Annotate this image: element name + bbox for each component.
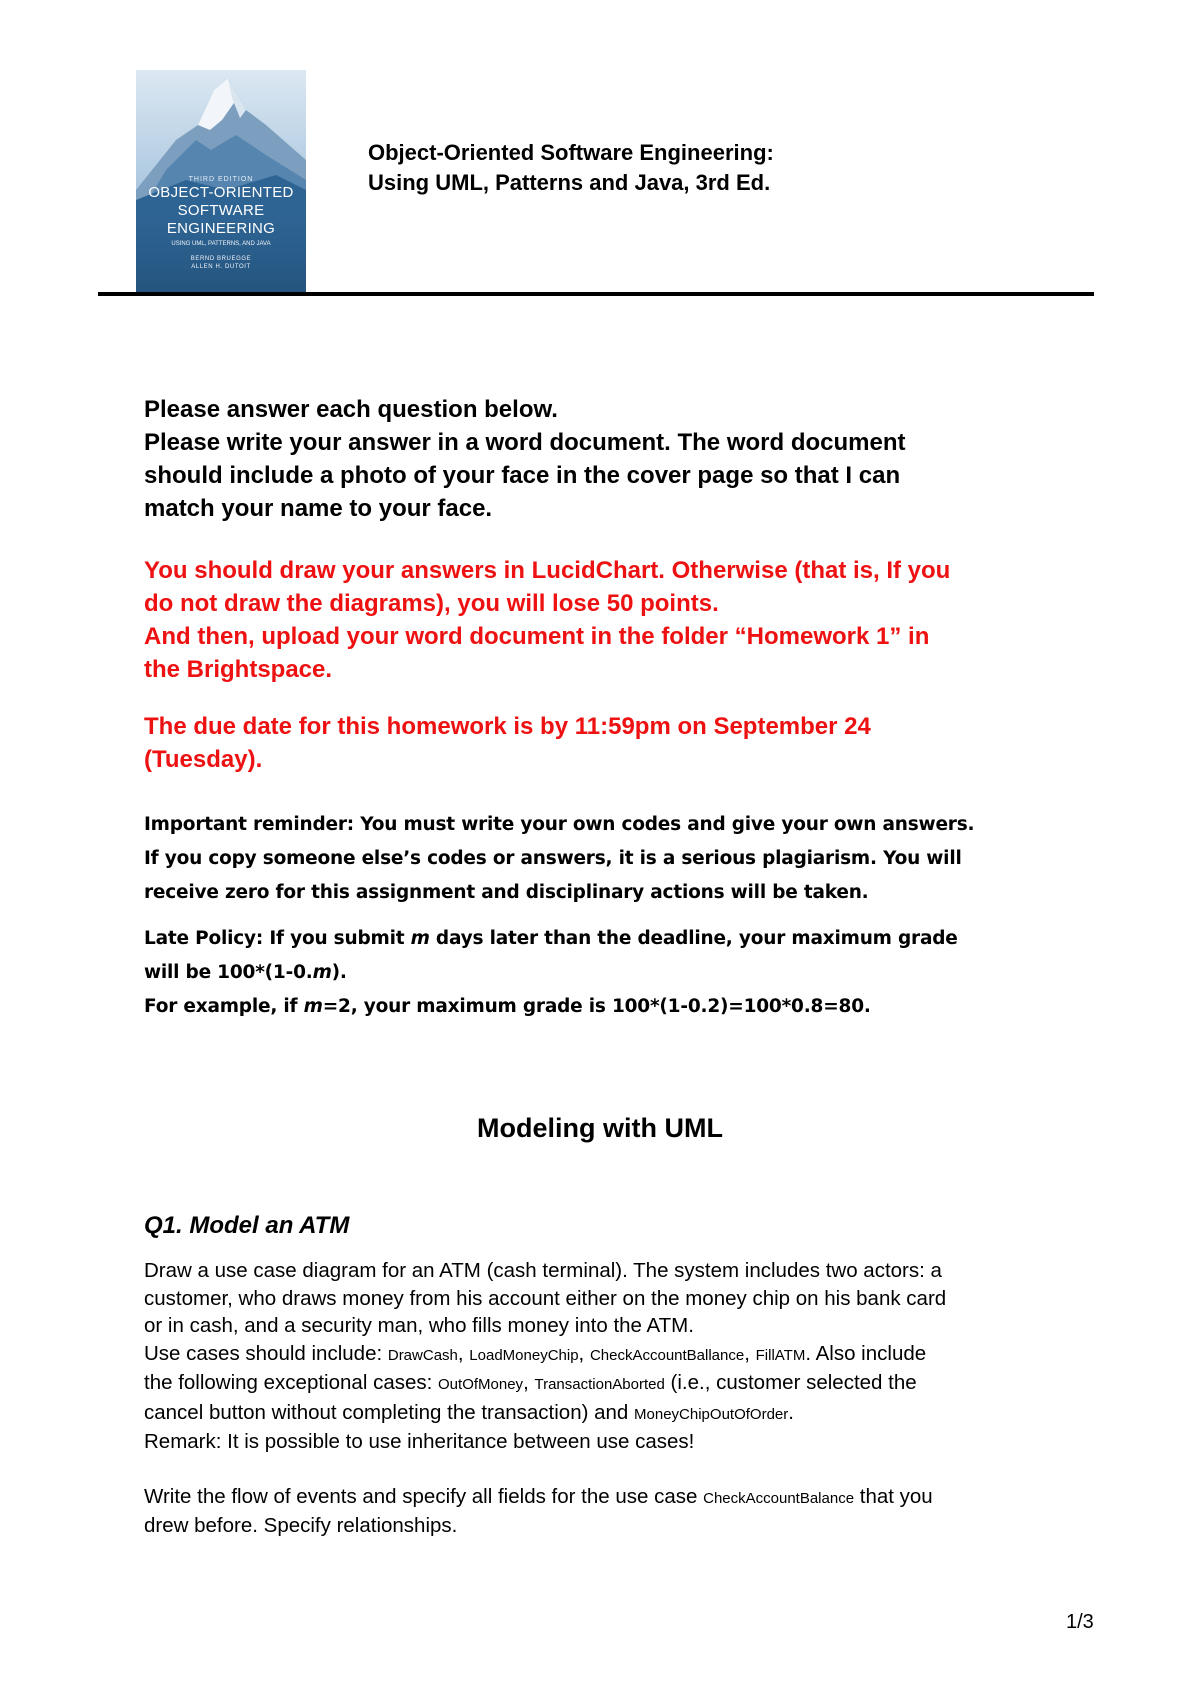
due-date-line-2: (Tuesday). [144,746,263,773]
cover-edition: THIRD EDITION [188,176,254,183]
variable-m: m [303,996,323,1017]
use-case-name: CheckAccountBalance [703,1489,855,1507]
q1-p2-line-1 [144,1483,1104,1513]
q1-text: Write the flow of events and specify all fields for the use case [144,1484,704,1508]
use-case-name: FillATM [755,1346,806,1364]
q1-line-1: Draw a use case diagram for an ATM (cash terminal). The system includes two actors: a [144,1259,942,1282]
instructions-paragraph [144,393,1104,525]
variable-m: m [312,962,332,983]
book-title [368,138,774,198]
q1-text: . [788,1400,794,1424]
late-policy-text: For example, if [144,996,304,1017]
instructions-line-2: Please write your answer in a word document. The word document [144,429,906,456]
late-policy-text: ). [331,962,347,983]
question-1-body [144,1257,1104,1540]
section-heading: Modeling with UML [477,1113,723,1143]
q1-remark: Remark: It is possible to use inheritance between use cases! [144,1430,695,1453]
late-policy-text: days later than the deadline, your maximum grade [429,928,958,949]
q1-line-6 [144,1399,1104,1429]
cover-text-block [136,176,306,271]
q1-p2-line-2: drew before. Specify relationships. [144,1514,458,1537]
warning-line-4: the Brightspace. [144,656,333,683]
book-title-line-1: Object-Oriented Software Engineering: [368,140,774,165]
use-case-name: LoadMoneyChip [469,1346,579,1364]
late-policy-line-3 [144,990,1104,1024]
separator: , [744,1341,756,1365]
use-case-name: TransactionAborted [534,1376,665,1393]
use-case-name: MoneyChipOutOfOrder [634,1405,789,1423]
warning-line-1: You should draw your answers in LucidChart. Otherwise (that is, If you [144,557,951,584]
use-case-name: CheckAccountBallance [589,1346,745,1364]
paragraph-spacer [144,1456,1104,1483]
use-case-name: OutOfMoney [438,1376,524,1393]
question-1-title: Q1. Model an ATM [144,1212,350,1239]
plagiarism-reminder-paragraph [144,808,1104,910]
instructions-line-4: match your name to your face. [144,495,493,522]
cover-title-line-1: OBJECT-ORIENTED [148,184,294,201]
separator: , [578,1341,590,1365]
warning-line-3: And then, upload your word document in the folder “Homework 1” in [144,623,930,650]
cover-author-1: BERND BRUEGGE [190,256,252,262]
q1-line-4 [144,1340,1104,1370]
variable-m: m [410,928,430,949]
q1-text: . Also include [805,1341,927,1365]
cover-author-2: ALLEN H. DUTOIT [191,264,251,270]
late-policy-paragraph [144,922,1104,1024]
warning-line-2: do not draw the diagrams), you will lose 50 points. [144,590,719,617]
q1-line-5 [144,1369,1104,1399]
due-date-paragraph [144,710,1104,776]
q1-text: Use cases should include: [144,1341,388,1365]
late-policy-line-1 [144,922,1104,956]
instructions-line-1: Please answer each question below. [144,396,558,423]
cover-title-line-2: SOFTWARE [177,202,265,219]
separator: , [523,1371,535,1394]
late-policy-line-2 [144,956,1104,990]
instructions-line-3: should include a photo of your face in the cover page so that I can [144,462,901,489]
reminder-line-3: receive zero for this assignment and disciplinary actions will be taken. [144,882,869,903]
use-case-name: DrawCash [387,1346,458,1364]
late-policy-text: Late Policy: If you submit [144,928,411,949]
book-title-line-2: Using UML, Patterns and Java, 3rd Ed. [368,170,771,195]
q1-text: (i.e., customer selected the [664,1371,917,1394]
q1-line-3: or in cash, and a security man, who fills money into the ATM. [144,1314,694,1337]
late-policy-text: will be 100*(1-0. [144,962,313,983]
cover-subtitle: USING UML, PATTERNS, AND JAVA [171,241,271,247]
reminder-line-1: Important reminder: You must write your own codes and give your own answers. [144,814,975,835]
separator: , [457,1341,470,1365]
q1-text: the following exceptional cases: [144,1371,439,1394]
reminder-line-2: If you copy someone else’s codes or answers, it is a serious plagiarism. You will [144,848,962,869]
cover-title-line-3: ENGINEERING [166,220,276,237]
q1-text: cancel button without completing the transaction) and [144,1400,635,1424]
header-divider [98,292,1094,296]
late-policy-text: =2, your maximum grade is 100*(1-0.2)=100*0.8=80. [322,996,871,1017]
q1-line-2: customer, who draws money from his account either on the money chip on his bank card [144,1286,947,1310]
q1-text: that you [854,1484,933,1508]
page-number: 1/3 [1066,1611,1094,1633]
lucidchart-warning-paragraph [144,554,1104,686]
due-date-line-1: The due date for this homework is by 11:59pm on September 24 [144,713,871,740]
book-cover-image [136,70,306,292]
